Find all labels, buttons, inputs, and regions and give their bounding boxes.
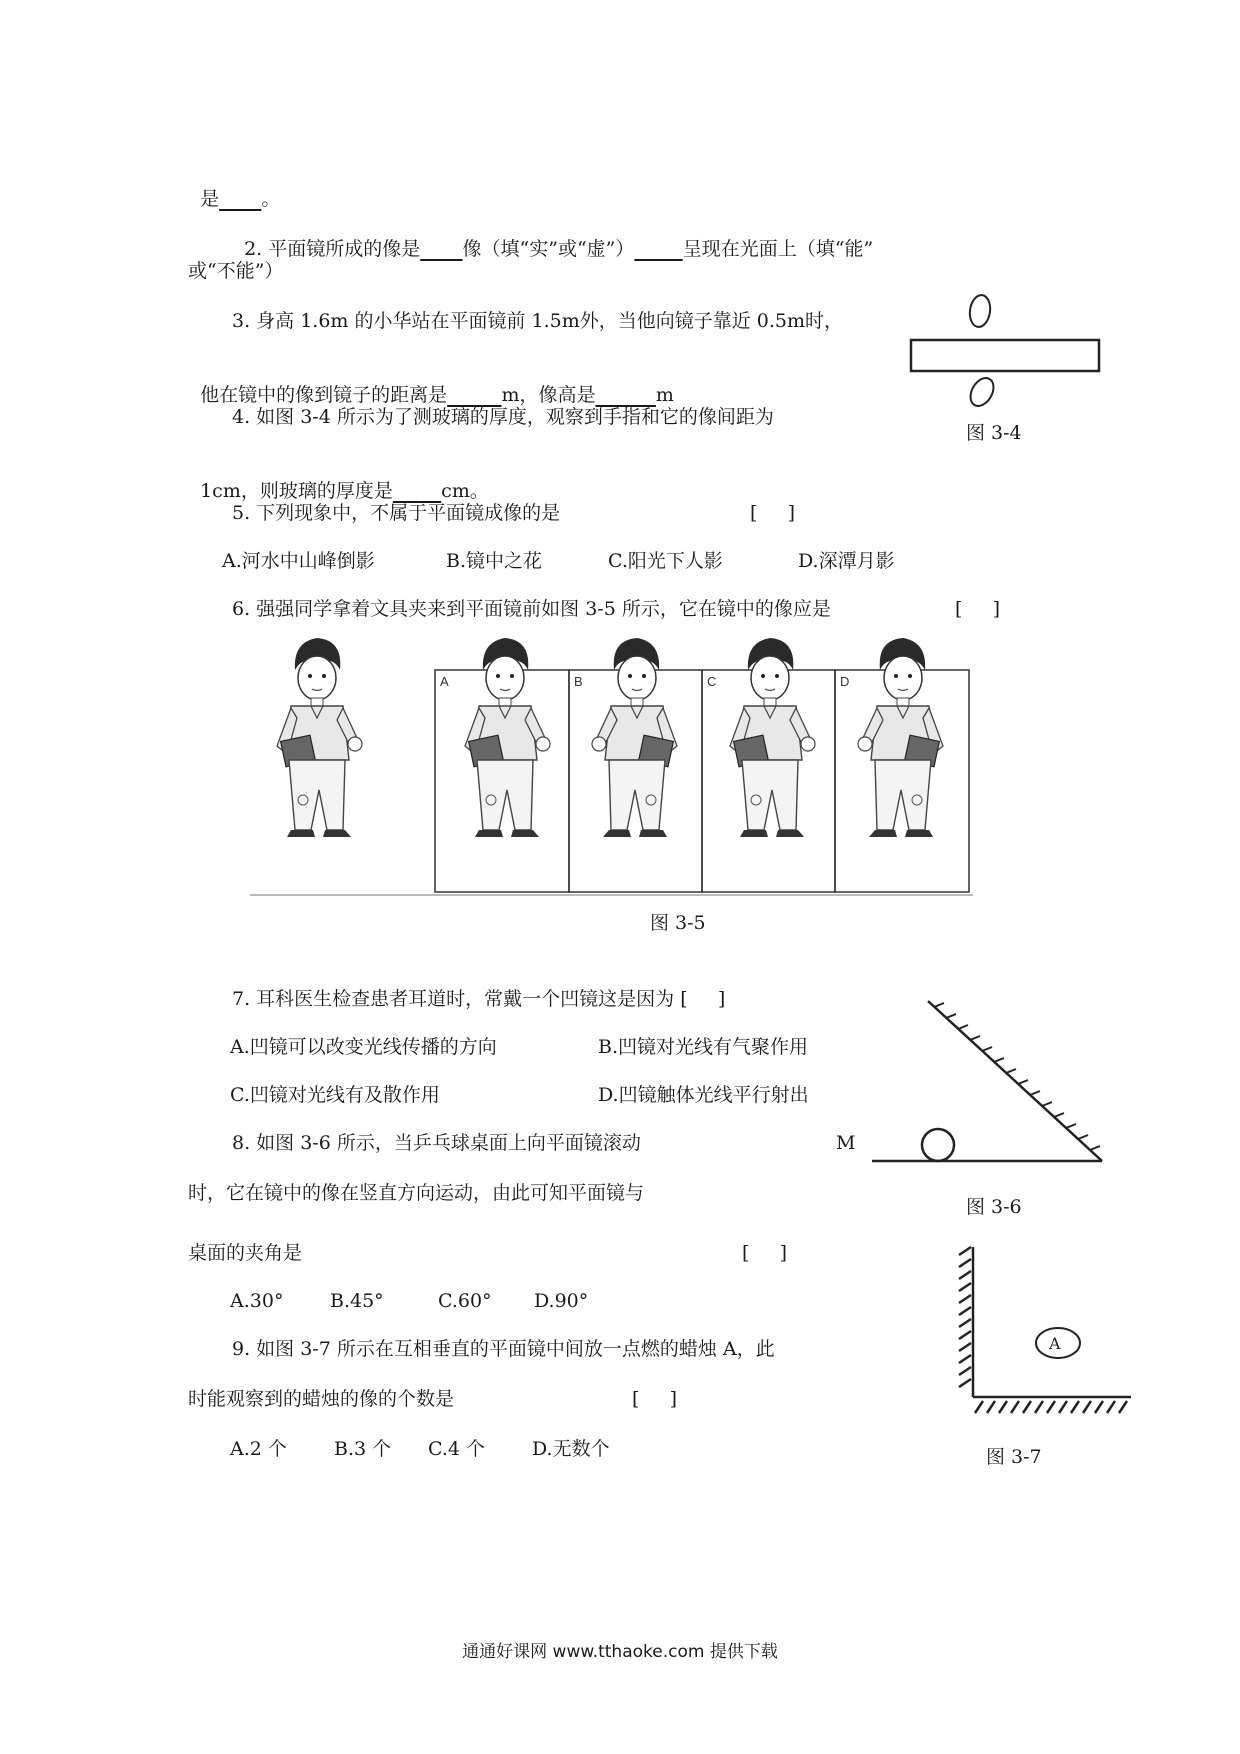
panel-letter: C (707, 674, 717, 689)
option: B.3 个 (334, 1438, 392, 1460)
fig-3-5-caption: 图 3-5 (650, 912, 706, 934)
option: C.凹镜对光线有及散作用 (230, 1084, 440, 1106)
question-9-cont: 时能观察到的蜡烛的像的个数是 (188, 1388, 455, 1410)
fig-3-6-caption: 图 3-6 (966, 1196, 1022, 1218)
boy-figure (465, 638, 550, 837)
finger-image-shape (966, 374, 998, 410)
figure-3-7 (945, 1245, 1135, 1420)
boy-figure (730, 638, 815, 837)
candle-label: A (1049, 1334, 1061, 1353)
blank (447, 384, 501, 406)
option: D.凹镜触体光线平行射出 (598, 1084, 809, 1106)
question-8: 8. 如图 3-6 所示，当乒乓球桌面上向平面镜滚动 (232, 1132, 641, 1154)
mirror-hatching (934, 1003, 1100, 1150)
option: B.凹镜对光线有气聚作用 (598, 1036, 809, 1058)
option: C.阳光下人影 (608, 550, 723, 572)
figure-3-4 (905, 288, 1105, 408)
blank (219, 188, 261, 210)
ping-pong-ball (922, 1129, 954, 1161)
mirror (928, 1001, 1102, 1161)
option: A.2 个 (230, 1438, 287, 1460)
answer-line-1: 是 。 (200, 188, 281, 210)
figure-3-6 (870, 995, 1120, 1170)
blank (596, 384, 656, 406)
blank (420, 238, 462, 260)
option: C.60° (438, 1290, 492, 1312)
option: D.90° (534, 1290, 589, 1312)
question-4-cont: 1cm，则玻璃的厚度是 cm。 (200, 480, 489, 502)
panel-letter: D (840, 674, 850, 689)
option: C.4 个 (428, 1438, 486, 1460)
glass-slab (911, 340, 1099, 371)
question-9: 9. 如图 3-7 所示在互相垂直的平面镜中间放一点燃的蜡烛 A，此 (232, 1338, 775, 1360)
answer-bracket: [ ] (742, 1242, 788, 1264)
figure-3-5 (255, 655, 975, 895)
page-footer: 通通好课网 www.tthaoke.com 提供下载 (462, 1642, 778, 1662)
option: A.河水中山峰倒影 (222, 550, 375, 572)
question-5: 5. 下列现象中，不属于平面镜成像的是 (232, 502, 561, 524)
boy-figure (277, 638, 362, 837)
horizontal-hatching (975, 1401, 1127, 1413)
blank (634, 238, 682, 260)
panel-letter: A (440, 674, 449, 689)
boy-figure (592, 638, 677, 837)
option: A.凹镜可以改变光线传播的方向 (230, 1036, 497, 1058)
question-2-cont: 或“不能”） (188, 260, 284, 282)
boy-figure (858, 638, 943, 837)
fig-3-4-caption: 图 3-4 (966, 422, 1022, 444)
blank (393, 480, 441, 502)
label-m: M (836, 1132, 856, 1154)
question-7: 7. 耳科医生检查患者耳道时，常戴一个凹镜这是因为 [ ] (232, 988, 726, 1010)
panel-letter: B (574, 674, 583, 689)
option: B.镜中之花 (446, 550, 543, 572)
question-8-cont: 时，它在镜中的像在竖直方向运动，由此可知平面镜与 (188, 1182, 645, 1204)
question-2: 2. 平面镜所成的像是 像（填“实”或“虚”） 呈现在光面上（填“能” (244, 238, 874, 260)
answer-bracket: [ ] (632, 1388, 678, 1410)
question-4: 4. 如图 3-4 所示为了测玻璃的厚度，观察到手指和它的像间距为 (232, 406, 774, 428)
finger-shape (968, 294, 992, 328)
question-3: 3. 身高 1.6m 的小华站在平面镜前 1.5m外，当他向镜子靠近 0.5m时， (232, 310, 844, 332)
vertical-hatching (959, 1247, 971, 1387)
option: B.45° (330, 1290, 384, 1312)
fig-3-7-caption: 图 3-7 (986, 1446, 1042, 1468)
option: D.无数个 (532, 1438, 610, 1460)
question-6: 6. 强强同学拿着文具夹来到平面镜前如图 3-5 所示，它在镜中的像应是 (232, 598, 831, 620)
option: D.深潭月影 (798, 550, 895, 572)
answer-bracket: [ ] (955, 598, 1001, 620)
answer-bracket: [ ] (750, 502, 796, 524)
question-3-cont: 他在镜中的像到镜子的距离是 m，像高是 m (200, 384, 674, 406)
option: A.30° (230, 1290, 284, 1312)
question-8-cont: 桌面的夹角是 (188, 1242, 303, 1264)
